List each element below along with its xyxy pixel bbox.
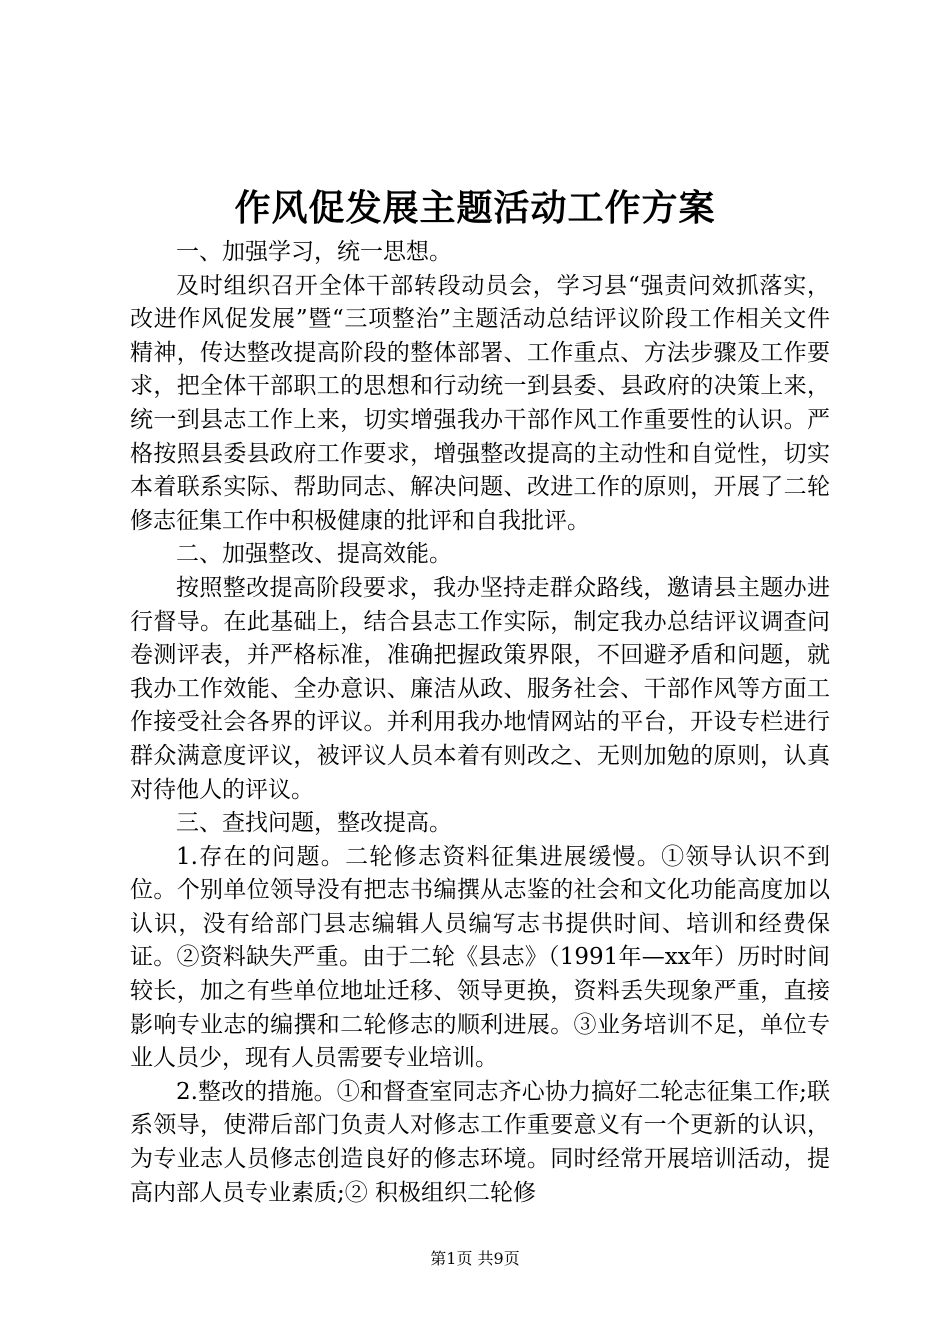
page-number-footer: 第1页 共9页 [430,1249,520,1268]
paragraph-measures: 2.整改的措施。①和督查室同志齐心协力搞好二轮志征集工作;联系领导，使滞后部门负责人对修志工作重要意义有一个更新的认识，为专业志人员修志创造良好的修志环境。同时经常开展培训活动，提高内部人员专业素质;② 积极组织二轮修 [130,1078,830,1206]
section-heading-2: 二、加强整改、提高效能。 [176,541,452,568]
document-body [130,236,830,1210]
document-title: 作风促发展主题活动工作方案 [234,187,716,229]
paragraph-problems: 1.存在的问题。二轮修志资料征集进展缓慢。①领导认识不到位。个别单位领导没有把志书编撰从志鉴的社会和文化功能高度加以认识，没有给部门县志编辑人员编写志书提供时间、培训和经费保证。②资料缺失严重。由于二轮《县志》（1991年—xx年）历时时间较长，加之有些单位地址迁移、领导更换，资料丢失现象严重，直接影响专业志的编撰和二轮修志的顺利进展。③业务培训不足，单位专业人员少，现有人员需要专业培训。 [130,843,830,1072]
paragraph-study: 及时组织召开全体干部转段动员会，学习县“强责问效抓落实，改进作风促发展”暨“三项整治”主题活动总结评议阶段工作相关文件精神，传达整改提高阶段的整体部署、工作重点、方法步骤及工作要求，把全体干部职工的思想和行动统一到县委、县政府的决策上来，统一到县志工作上来，切实增强我办干部作风工作重要性的认识。严格按照县委县政府工作要求，增强整改提高的主动性和自觉性，切实本着联系实际、帮助同志、解决问题、改进工作的原则，开展了二轮修志征集工作中积极健康的批评和自我批评。 [130,272,830,534]
paragraph-rectification: 按照整改提高阶段要求，我办坚持走群众路线，邀请县主题办进行督导。在此基础上，结合县志工作实际，制定我办总结评议调查问卷测评表，并严格标准，准确把握政策界限，不回避矛盾和问题，就我办工作效能、全办意识、廉洁从政、服务社会、干部作风等方面工作接受社会各界的评议。并利用我办地情网站的平台，开设专栏进行群众满意度评议，被评议人员本着有则改之、无则加勉的原则，认真对待他人的评议。 [130,574,830,803]
section-heading-1: 一、加强学习，统一思想。 [176,239,452,265]
section-heading-3: 三、查找问题，整改提高。 [176,810,452,837]
